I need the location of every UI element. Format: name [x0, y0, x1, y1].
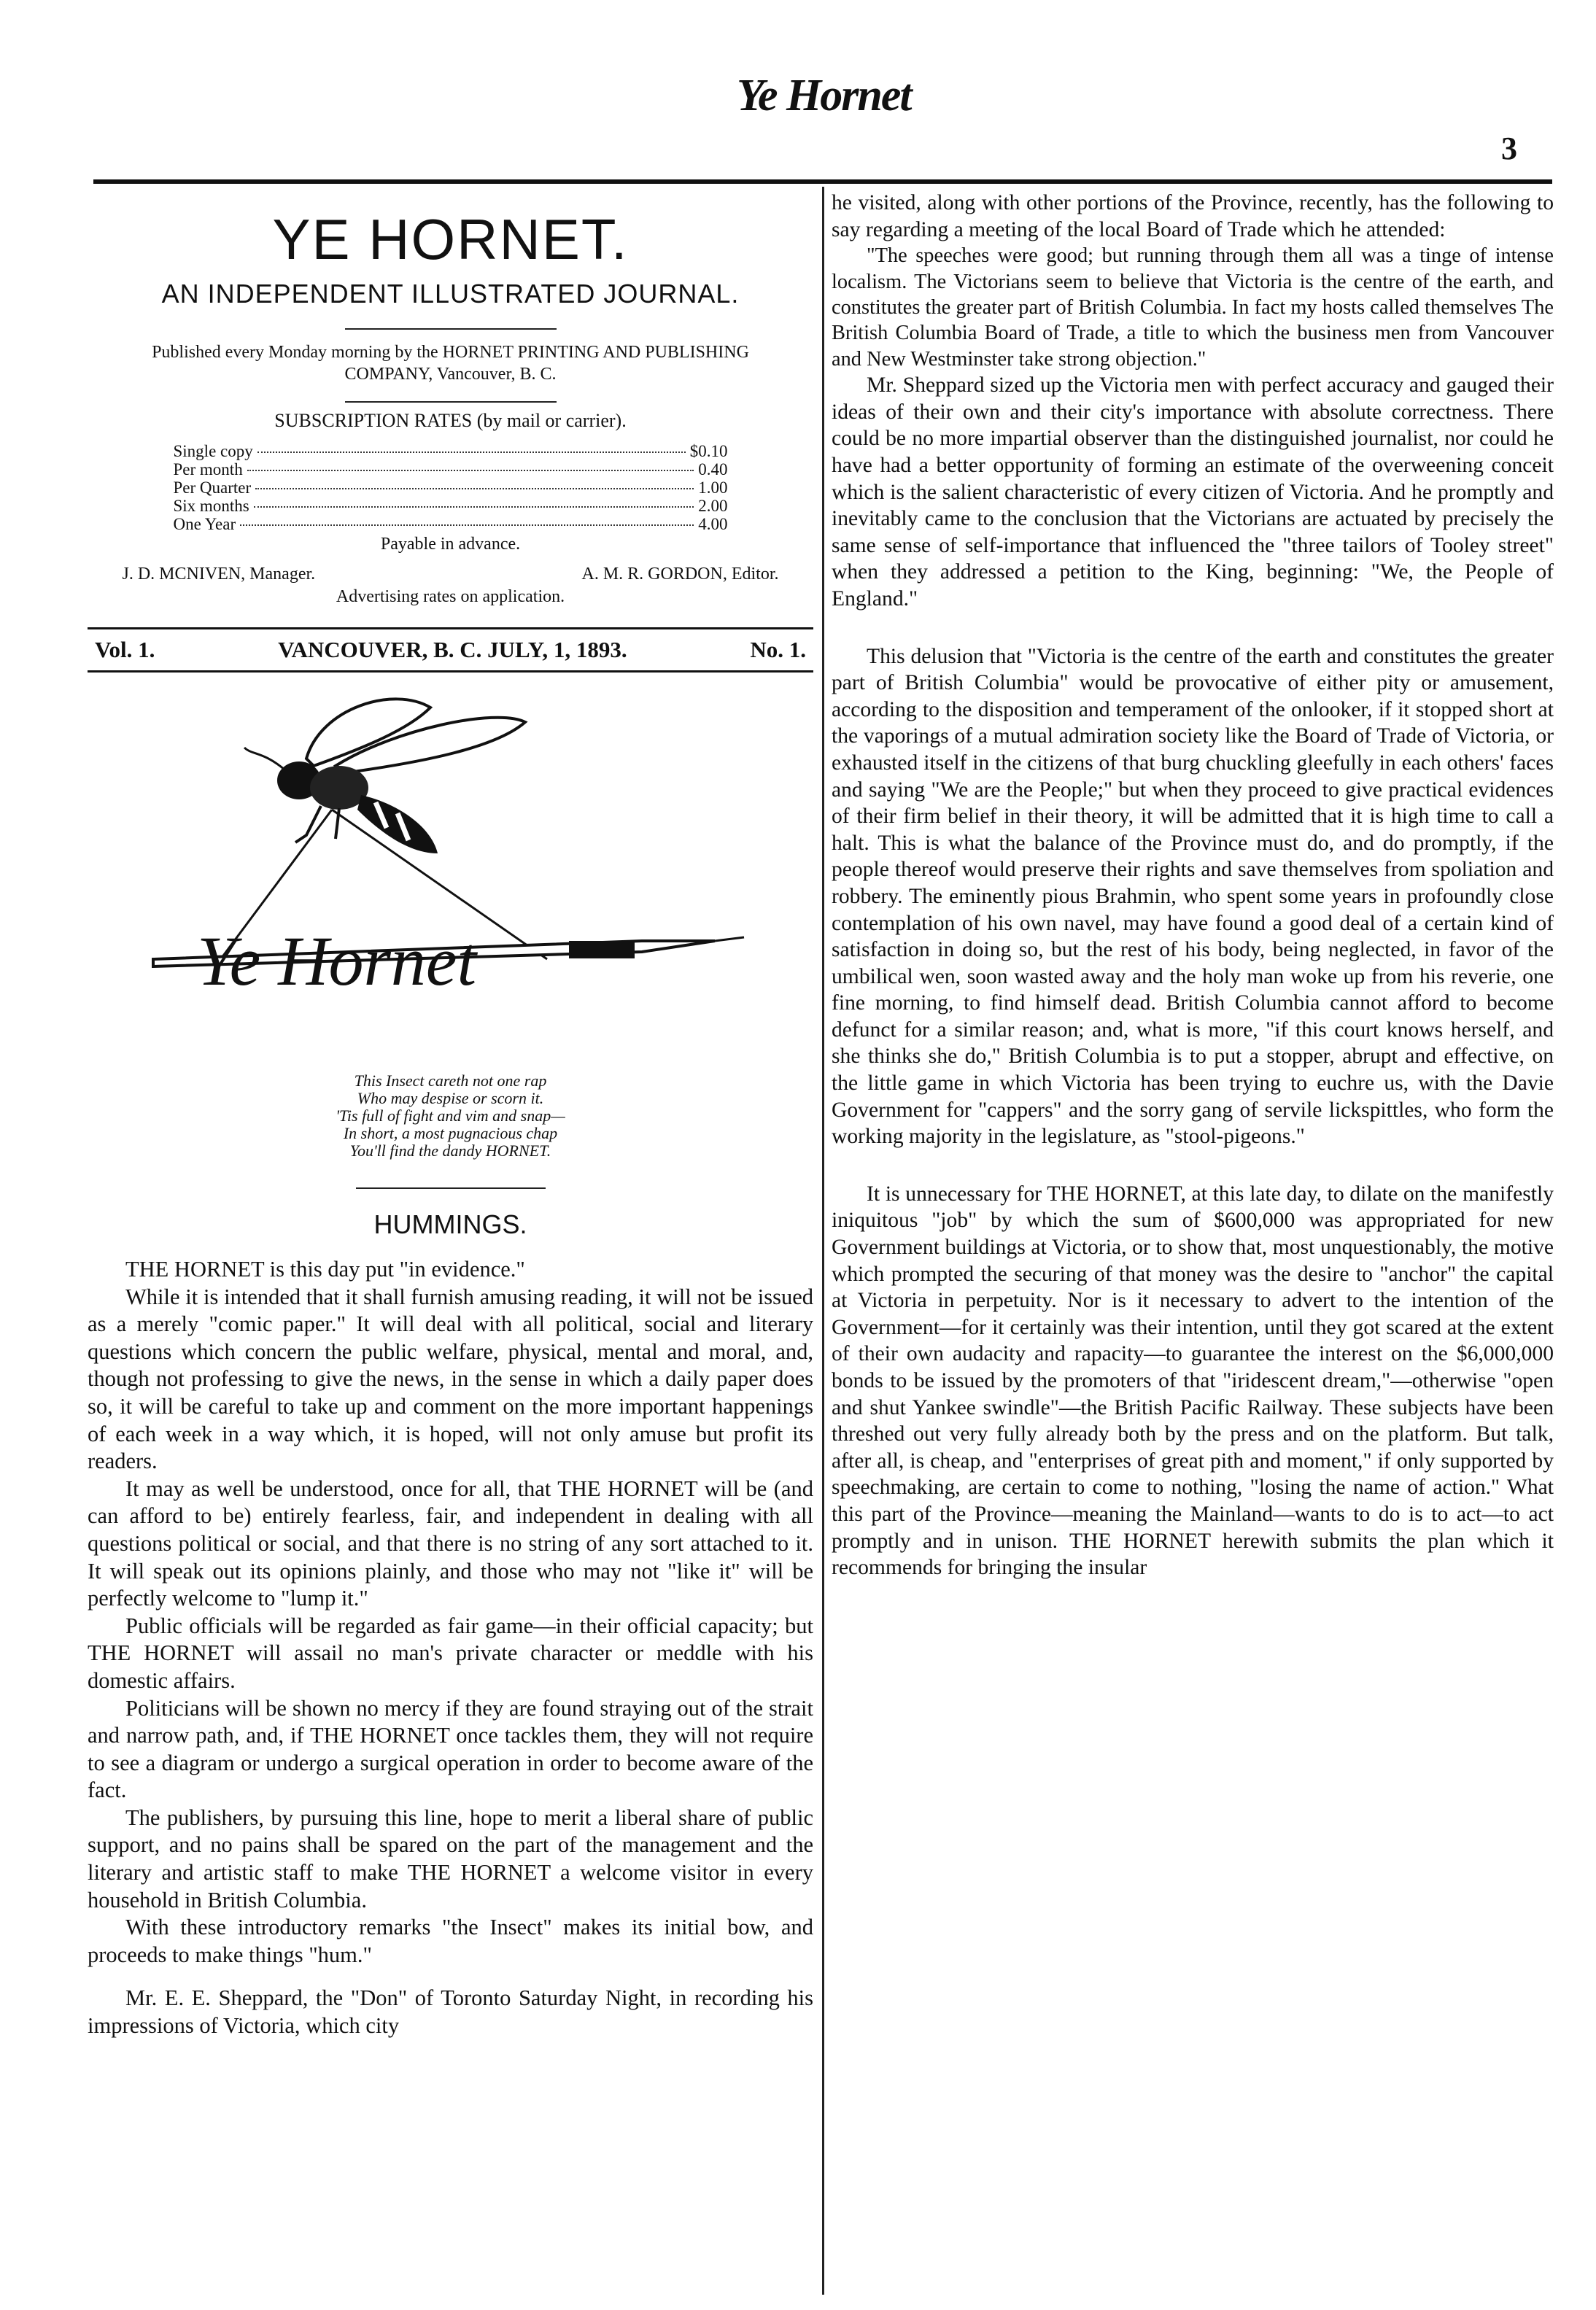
header-rule	[93, 179, 1552, 184]
column-divider	[822, 187, 824, 2295]
masthead-rule-2	[345, 401, 557, 403]
poem-line: Who may despise or scorn it.	[357, 1089, 544, 1107]
place-date: VANCOUVER, B. C. JULY, 1, 1893.	[278, 637, 627, 662]
article-paragraph: The publishers, by pursuing this line, hope to merit a liberal share of public support, and no pains shall be spared on the part of the management and the literary and artistic staff to make THE HORNET a welcome visitor in every household in British Columbia.	[88, 1805, 813, 1912]
hornet-logo: Ye Hornet	[737, 71, 911, 120]
section-rule	[356, 1187, 546, 1189]
subscription-heading: SUBSCRIPTION RATES (by mail or carrier).	[274, 410, 627, 431]
article-paragraph: Mr. E. E. Sheppard, the "Don" of Toronto Saturday Night, in recording his impressions of Victoria, which city	[88, 1985, 813, 2039]
article-paragraph: With these introductory remarks "the Insect" makes its initial bow, and proceeds to make things "hum."	[88, 1915, 813, 1967]
paragraph-gap	[832, 1150, 1554, 1181]
article-paragraph: While it is intended that it shall furnish amusing reading, it will not be issued as a merely "comic paper." It will deal with all political, social and literary questions which concern the public welfare, physical, mental and moral, and, though not professing to give the news, in the sense in which a daily paper does so, it will be careful to take up and comment on the more important happenings of each week in a way which, it is hoped, will not only amuse but profit its readers.	[88, 1284, 813, 1474]
editor-credit: A. M. R. GORDON, Editor.	[581, 565, 779, 584]
volume-label: Vol. 1.	[95, 637, 155, 662]
rate-row: Single copy $0.10	[173, 442, 728, 460]
article-paragraph: THE HORNET is this day put "in evidence."	[125, 1257, 525, 1282]
article-paragraph: Public officials will be regarded as fair game—in their official capacity; but THE HORNET will assail no man's private character or meddle with his domestic affairs.	[88, 1613, 813, 1693]
article-paragraph: It is unnecessary for THE HORNET, at this late day, to dilate on the manifestly iniquitous "job" by which the sum of $600,000 was appropriated for new Government buildings at Victoria, or to show that, most unquestionably, the motive which prompted the securing of that money was the desire to "anchor" the capital at Victoria in perpetuity. Nor is it necessary to advert to the intention of the Government—for it certainly was their intention, until they got scared at the extent of their own audacity and rapacity—to guarantee the interest on the $6,000,000 bonds to be issued by the promoters of that "iridescent dream,"—otherwise "open and shut Yankee swindle"—the British Pacific Railway. These subjects have been threshed out very fully already both by the press and on the platform. But talk, after all, is cheap, and "enterprises of great pith and moment," if only supported by speechmaking, are certain to come to nothing, "losing the name of action." What this part of the Province—meaning the Mainland—wants to do is to act—to act promptly and in unison. THE HORNET herewith submits the plan which it recommends for bringing the insular	[832, 1182, 1554, 1580]
article-paragraph: he visited, along with other portions of the Province, recently, has the following to say regarding a meeting of the local Board of Trade which he attended:	[832, 191, 1554, 241]
manager-credit: J. D. MCNIVEN, Manager.	[122, 565, 316, 584]
paragraph-gap	[832, 613, 1554, 643]
poem-line: 'Tis full of fight and vim and snap—	[336, 1106, 565, 1125]
masthead	[88, 203, 813, 607]
article-paragraph: Politicians will be shown no mercy if they are found straying out of the strait and narrow path, and, if THE HORNET once tackles them, they will not require to see a diagram or undergo a surgical operation in order to become aware of the fact.	[88, 1695, 813, 1803]
article-paragraph: This delusion that "Victoria is the centre of the earth and constitutes the greater part of British Columbia" would be provocative of either pity or amusement, according to the disposition and temperament of the onlooker, if it stopped short at the vaporings of a mutual admiration society like the Board of Trade of Victoria, or exhausted itself in the citizens of that burg chuckling gleefully in each others' faces and saying "We are the People;" but when they proceed to give practical evidences of their firm belief in their theory, it will be admitted that it is high time to call a halt. This is what the balance of the Province must do, and do promptly, if the people thereof would preserve their rights and save themselves from spoliation and robbery. The eminently pious Brahmin, who spent some years in profoundly close contemplation of his own navel, may have found a good deal of a certain kind of satisfaction in doing so, but the rest of his body, being neglected, in favor of the umbilical wen, soon wasted away and the holy man woke up from his reverie, one fine morning, to find himself dead. British Columbia cannot afford to become defunct for a similar reason; and, what is more, "if this court knows herself, and she thinks she do," British Columbia is to put a stopper, abrupt and effective, on the little game in which Victoria has been trying to euchre us, with the Davie Government for "cappers" and the sorry gang of servile lickspittles, who form the working majority in the legislature, as "stool-pigeons."	[832, 644, 1554, 1149]
article-quote: "The speeches were good; but running through them all was a tinge of intense localism. The Victorians seem to believe that Victoria is the centre of the earth, and constitutes the greater part of British Columbia. In fact my hosts called themselves The British Columbia Board of Trade, a title to which the business men from Vancouver and New Westminster take strong objection."	[832, 244, 1554, 371]
rate-row: Six months 2.00	[173, 497, 728, 515]
hornet-pen-drawing	[88, 678, 813, 1072]
left-column	[88, 190, 813, 2040]
page-number: 3	[1501, 131, 1517, 166]
poem	[261, 1072, 640, 1160]
rates-table	[174, 442, 728, 533]
issue-number: No. 1.	[750, 637, 806, 662]
article-paragraph: It may as well be understood, once for all, that THE HORNET will be (and can afford to be) entirely fearless, fair, and independent in dealing with all questions political or social, and that there is no string of any sort attached to it. It will speak out its opinions plainly, and those who may not "like it" will be perfectly welcome to "lump it."	[88, 1476, 813, 1611]
publisher-line: Published every Monday morning by the HORNET PRINTING AND PUBLISHING COMPANY, Vancouver, B. C.	[152, 343, 749, 384]
rate-row: Per month 0.40	[173, 460, 728, 478]
staff-line	[123, 565, 779, 584]
masthead-title: YE HORNET.	[272, 207, 629, 271]
payable-note: Payable in advance.	[380, 535, 521, 554]
hornet-illustration	[88, 678, 813, 1072]
section-title: HUMMINGS.	[373, 1209, 527, 1239]
advertising-note: Advertising rates on application.	[336, 587, 565, 606]
masthead-subtitle: AN INDEPENDENT ILLUSTRATED JOURNAL.	[161, 279, 740, 309]
dateline	[88, 627, 813, 673]
rate-row: One Year 4.00	[173, 515, 728, 533]
left-article	[88, 1256, 813, 2040]
poem-line: This Insect careth not one rap	[354, 1071, 547, 1090]
masthead-rule	[345, 328, 557, 330]
pen-lettering: Ye Hornet	[197, 922, 477, 1000]
rate-row: Per Quarter 1.00	[173, 478, 728, 497]
article-paragraph: Mr. Sheppard sized up the Victoria men with perfect accuracy and gauged their ideas of their own and their city's importance with absolute correctness. There could be no more impartial observer than the distinguished journalist, nor could he have had a better opportunity of forming an estimate of the overweening conceit which is the salient characteristic of every citizen of Victoria. And he promptly and inevitably came to the conclusion that the Victorians are actuated by precisely the same sense of self-importance that influenced the "three tailors of Tooley street" when they addressed a petition to the King, beginning: "We, the People of England."	[832, 373, 1554, 611]
right-column	[832, 190, 1554, 1581]
poem-line: In short, a most pugnacious chap	[343, 1124, 558, 1142]
poem-line: You'll find the dandy HORNET.	[349, 1142, 551, 1160]
